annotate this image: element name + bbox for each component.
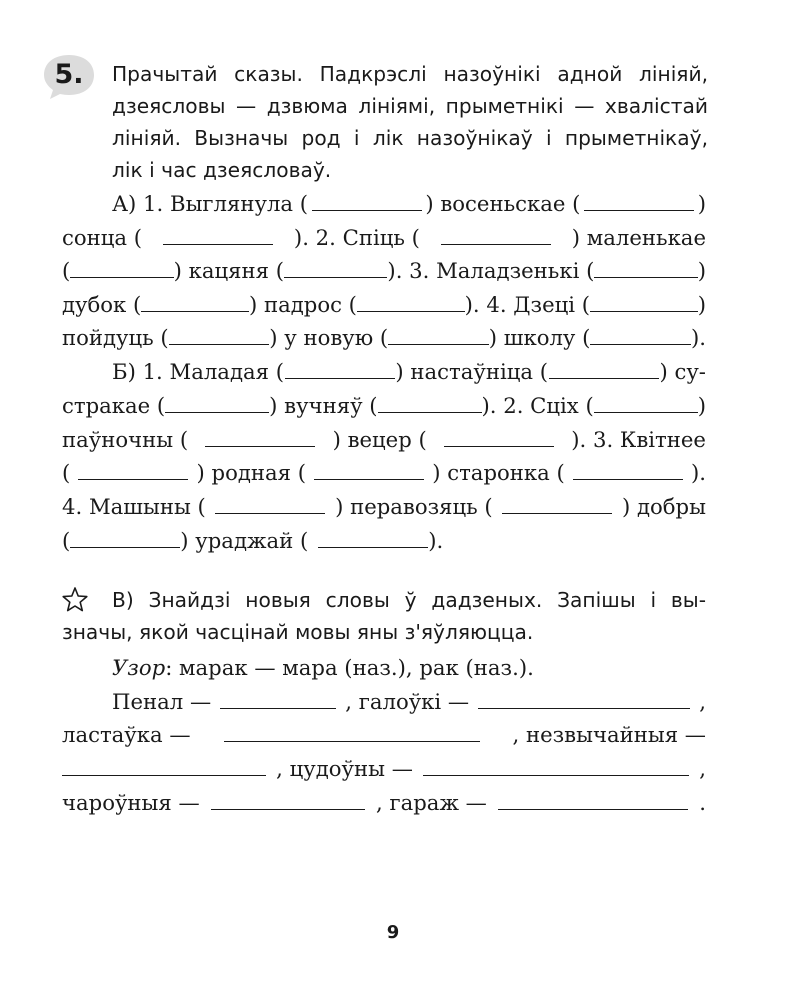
- text: ). 4. Дзеці (: [464, 292, 591, 317]
- text: паўночны (: [62, 427, 189, 452]
- answer-blank[interactable]: [205, 428, 315, 447]
- sentence-line: [62, 524, 706, 558]
- text: ) вецер (: [332, 427, 427, 452]
- answer-blank[interactable]: [594, 394, 698, 413]
- text: Пенал —: [112, 689, 212, 714]
- text: ) маленькае: [571, 225, 706, 250]
- answer-blank[interactable]: [388, 326, 489, 345]
- answer-blank[interactable]: [502, 495, 612, 514]
- answer-line: [62, 718, 706, 752]
- text: ): [697, 191, 706, 216]
- answer-blank[interactable]: [70, 529, 180, 548]
- text: ). 2. Сціх (: [481, 393, 594, 418]
- text: ).: [428, 528, 444, 553]
- answer-blank[interactable]: [590, 293, 698, 312]
- text: ) у новую (: [269, 325, 389, 350]
- answer-blank[interactable]: [357, 293, 465, 312]
- answer-blank[interactable]: [70, 259, 173, 278]
- instruction-line: лініяй. Вызначы род і лік назоўнікаў і прыметнікаў,: [112, 126, 708, 150]
- answer-line: [112, 685, 706, 719]
- sentence-line: [62, 423, 706, 457]
- text: ) перавозяць (: [335, 494, 493, 519]
- task-v-line: значы, якой часцінай мовы яны з'яўляюцца.: [62, 620, 534, 644]
- sentence-line: [62, 288, 706, 322]
- text: , незвычайныя —: [512, 722, 706, 747]
- answer-blank[interactable]: [285, 360, 395, 379]
- text: ) настаўніца (: [395, 359, 549, 384]
- answer-blank[interactable]: [165, 394, 269, 413]
- answer-blank[interactable]: [62, 757, 266, 776]
- sentence-line: [62, 221, 706, 255]
- task-v-line: В) Знайдзі новыя словы ў дадзеных. Запішы і вы-: [112, 588, 706, 612]
- exercise-number: 5.: [54, 59, 84, 90]
- text: ) школу (: [488, 325, 591, 350]
- text: ): [697, 292, 706, 317]
- task-v-instruction: [112, 584, 706, 616]
- text: дубок (: [62, 292, 142, 317]
- answer-blank[interactable]: [78, 461, 188, 480]
- answer-blank[interactable]: [318, 529, 428, 548]
- text: ) добры: [621, 494, 706, 519]
- answer-blank[interactable]: [215, 495, 325, 514]
- text: пойдуць (: [62, 325, 169, 350]
- answer-blank[interactable]: [378, 394, 482, 413]
- text: сонца (: [62, 225, 143, 250]
- text: .: [699, 790, 706, 815]
- text: ,: [699, 689, 706, 714]
- answer-blank[interactable]: [498, 791, 688, 810]
- text: ) ураджай (: [180, 528, 309, 553]
- answer-blank[interactable]: [590, 326, 691, 345]
- text: ): [697, 258, 707, 283]
- text: (: [62, 258, 71, 283]
- text: чароўныя —: [62, 790, 200, 815]
- text: Б) 1. Маладая (: [112, 359, 284, 384]
- text: , галоўкі —: [345, 689, 470, 714]
- sentence-line: [62, 321, 706, 355]
- text: ) падрос (: [248, 292, 357, 317]
- page-number: 9: [386, 922, 400, 943]
- answer-blank[interactable]: [220, 690, 336, 709]
- exercise-number-badge: [44, 53, 100, 101]
- text: ) су-: [659, 359, 706, 384]
- answer-blank[interactable]: [314, 461, 424, 480]
- example-text: : марак — мара (наз.), рак (наз.).: [165, 655, 534, 680]
- sentence-line: [112, 355, 706, 389]
- answer-blank[interactable]: [423, 757, 689, 776]
- text: ластаўка —: [62, 722, 191, 747]
- sentence-line: [62, 254, 706, 288]
- answer-blank[interactable]: [141, 293, 249, 312]
- answer-blank[interactable]: [549, 360, 659, 379]
- text: 4. Машыны (: [62, 494, 206, 519]
- text: (: [62, 460, 71, 485]
- text: ) родная (: [196, 460, 306, 485]
- text: ).: [690, 460, 706, 485]
- text: , цудоўны —: [276, 756, 413, 781]
- text: ) вучняў (: [269, 393, 378, 418]
- answer-blank[interactable]: [444, 428, 554, 447]
- example-line: [112, 651, 706, 685]
- star-outline-icon: [60, 585, 90, 615]
- example-label: Узор: [112, 655, 166, 680]
- answer-blank[interactable]: [224, 723, 480, 742]
- exercise-instruction: [112, 58, 708, 186]
- text: ) старонка (: [432, 460, 565, 485]
- answer-blank[interactable]: [594, 259, 697, 278]
- text: ).: [690, 325, 706, 350]
- text: А) 1. Выглянула (: [112, 191, 309, 216]
- answer-line: [62, 752, 706, 786]
- answer-line: [62, 786, 706, 820]
- text: ). 3. Квітнее: [571, 427, 706, 452]
- sentence-line: [112, 187, 706, 221]
- text: стракае (: [62, 393, 166, 418]
- text: ). 2. Спіць (: [293, 225, 420, 250]
- answer-blank[interactable]: [441, 226, 551, 245]
- instruction-line: Прачытай сказы. Падкрэслі назоўнікі адной лініяй,: [112, 62, 708, 86]
- text: ) кацяня (: [173, 258, 285, 283]
- text: ): [697, 393, 706, 418]
- text: ) восеньскае (: [425, 191, 581, 216]
- text: , гараж —: [376, 790, 487, 815]
- answer-blank[interactable]: [211, 791, 365, 810]
- answer-blank[interactable]: [573, 461, 683, 480]
- sentence-line: [62, 389, 706, 423]
- instruction-line: лік і час дзеясловаў.: [112, 158, 332, 182]
- answer-blank[interactable]: [584, 192, 694, 211]
- answer-blank[interactable]: [312, 192, 422, 211]
- sentence-line: [62, 490, 706, 524]
- text: ,: [699, 756, 706, 781]
- answer-blank[interactable]: [284, 259, 387, 278]
- answer-blank[interactable]: [169, 326, 270, 345]
- text: ). 3. Маладзенькі (: [387, 258, 595, 283]
- instruction-line: дзеясловы — дзвюма лініямі, прыметнікі — хвалістай: [112, 94, 708, 118]
- sentence-line: [62, 456, 706, 490]
- text: (: [62, 528, 71, 553]
- answer-blank[interactable]: [163, 226, 273, 245]
- answer-blank[interactable]: [478, 690, 690, 709]
